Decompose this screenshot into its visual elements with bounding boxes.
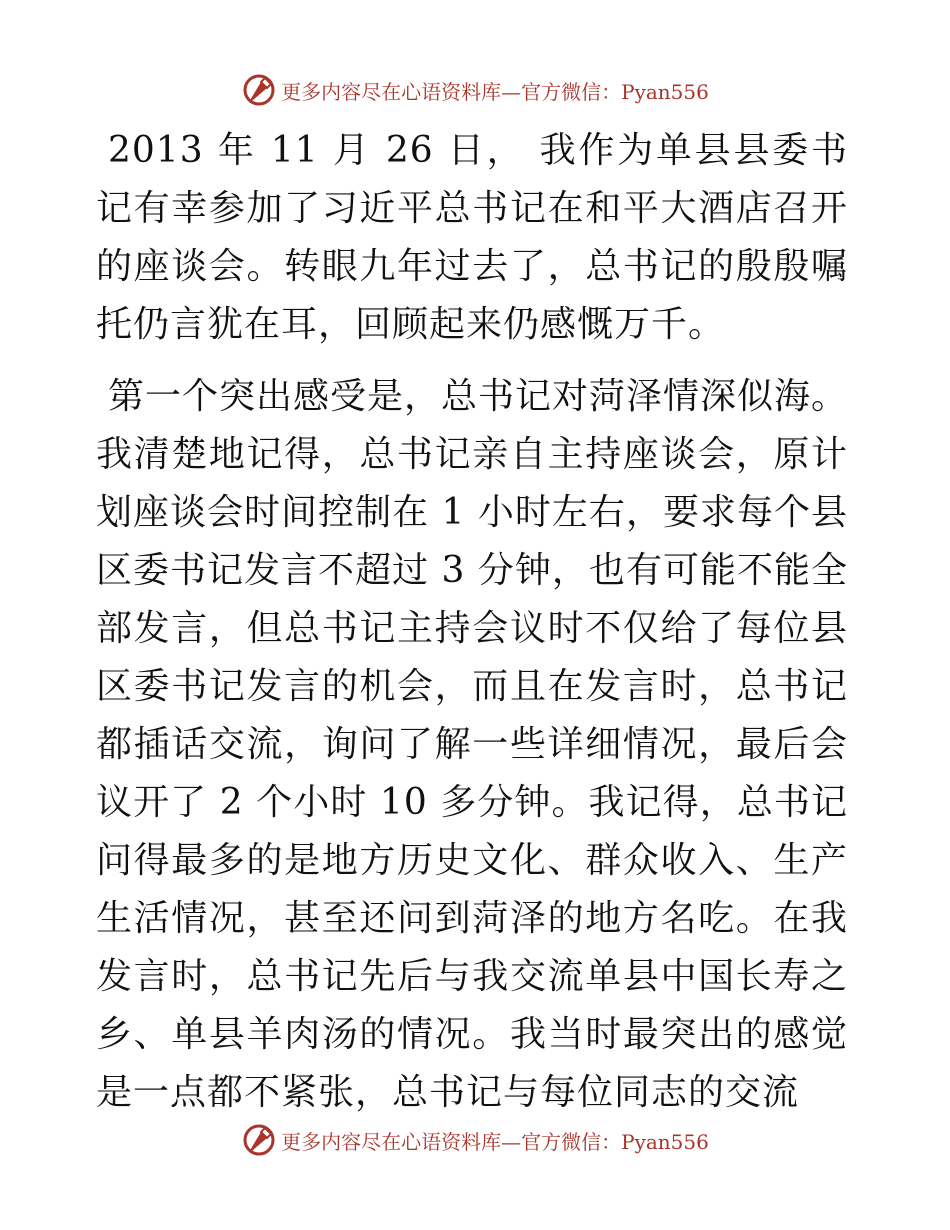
footer-watermark-text: 更多内容尽在心语资料库—官方微信：Pyan556 <box>281 1129 709 1154</box>
pen-nib-logo-icon <box>241 72 277 108</box>
header-watermark-banner <box>0 68 950 112</box>
footer-watermark-banner <box>0 1118 950 1162</box>
paragraph-intro: 2013 年 11 月 26 日， 我作为单县县委书记有幸参加了习近平总书记在和平大酒店召开的座谈会。转眼九年过去了，总书记的殷殷嘱托仍言犹在耳，回顾起来仍感慨万千。 <box>96 130 848 345</box>
pen-nib-logo-icon <box>241 1122 277 1158</box>
header-watermark-text: 更多内容尽在心语资料库—官方微信：Pyan556 <box>281 79 709 104</box>
paragraph-first-impression: 第一个突出感受是，总书记对菏泽情深似海。我清楚地记得，总书记亲自主持座谈会，原计划座谈会时间控制在 1 小时左右，要求每个县区委书记发言不超过 3 分钟，也有可能不能全部发言，但总书记主持会议时不仅给了每位县区委书记发言的机会，而且在发言时，总书记都插话交流，询问了解一些详细情况，最后会议开了 2 个小时 10 多分钟。我记得，总书记问得最多的是地方历史文化、群众收入、生产生活情况，甚至还问到菏泽的地方名吃。在我发言时，总书记先后与我交流单县中国长寿之乡、单县羊肉汤的情况。我当时最突出的感觉是一点都不紧张，总书记与每位同志的交流 <box>96 376 849 1113</box>
document-body <box>96 122 848 1122</box>
